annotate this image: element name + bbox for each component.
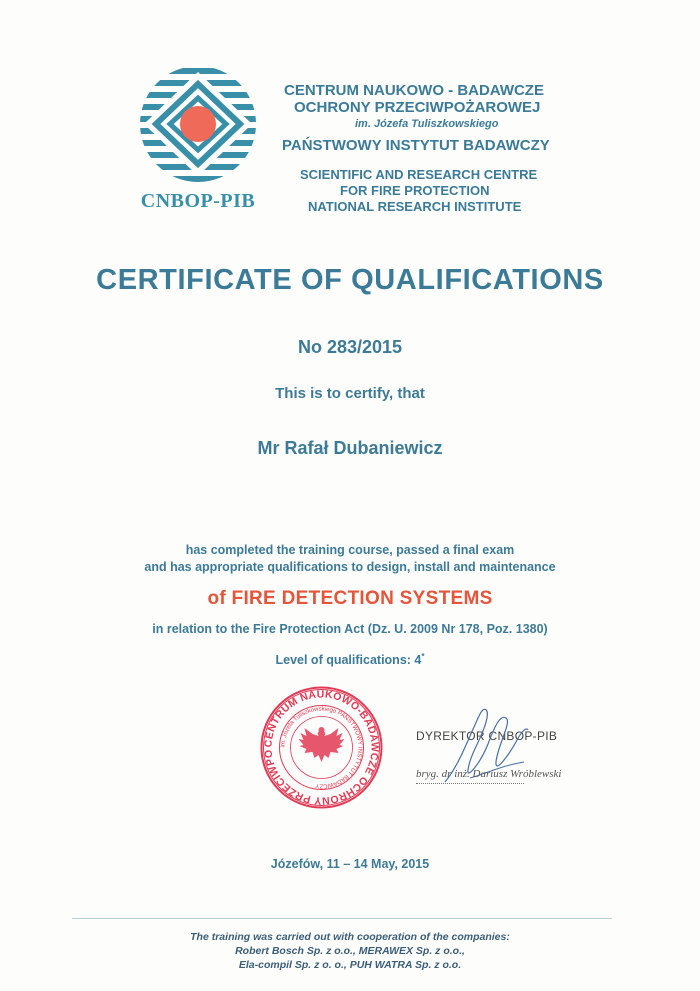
- footer-line-3: Ela-compil Sp. z o. o., PUH WATRA Sp. z o.o.: [238, 959, 462, 971]
- fire-protection-act: in relation to the Fire Protection Act (Dz. U. 2009 Nr 178, Poz. 1380): [152, 622, 548, 636]
- official-seal: [259, 685, 384, 810]
- recipient-name: Mr Rafał Dubaniewicz: [257, 438, 443, 458]
- signature-underline: [416, 783, 524, 784]
- svg-text:CENTRUM NAUKOWO-BADAWCZE OCHRO: CENTRUM NAUKOWO-BADAWCZE OCHRONY PRZECIWPO: [262, 688, 381, 807]
- certificate-title: CERTIFICATE OF QUALIFICATIONS: [96, 264, 604, 296]
- org-name-pl-1: CENTRUM NAUKOWO - BADAWCZE: [284, 82, 544, 99]
- body-line-2: and has appropriate qualifications to design, install and maintenance: [144, 560, 556, 574]
- logo-emblem-icon: [128, 66, 268, 184]
- body-line-1: has completed the training course, passed a final exam: [185, 543, 515, 557]
- seal-icon: [259, 685, 384, 810]
- org-name-en-2: FOR FIRE PROTECTION: [340, 183, 490, 198]
- qualification-subject: of FIRE DETECTION SYSTEMS: [207, 588, 493, 609]
- qualification-level-text: Level of qualifications: 4: [275, 653, 422, 668]
- place-date: Józefów, 11 – 14 May, 2015: [270, 857, 430, 871]
- org-name-en-3: NATIONAL RESEARCH INSTITUTE: [308, 199, 522, 214]
- svg-text:im. Józefa Tuliszkowskiego PAŃ: im. Józefa Tuliszkowskiego PAŃSTWOWY INSTYTUT BADAWCZY: [280, 706, 363, 789]
- org-name-en-1: SCIENTIFIC AND RESEARCH CENTRE: [300, 167, 538, 182]
- certify-intro: This is to certify, that: [275, 385, 425, 402]
- footer-line-1: The training was carried out with cooperation of the companies:: [190, 931, 510, 943]
- footer-line-2: Robert Bosch Sp. z o.o., MERAWEX Sp. z o.o.,: [235, 945, 465, 957]
- logo-text: CNBOP-PIB: [140, 190, 256, 212]
- org-patron: im. Józefa Tuliszkowskiego: [355, 118, 499, 130]
- org-name-pl-3: PAŃSTWOWY INSTYTUT BADAWCZY: [282, 137, 550, 154]
- qualification-level: [0, 652, 700, 667]
- org-name-pl-2: OCHRONY PRZECIWPOŻAROWEJ: [294, 99, 541, 116]
- qualification-level-mark: *: [421, 652, 425, 661]
- director-name: bryg. dr inż. Dariusz Wróblewski: [416, 768, 562, 780]
- footer-divider: [72, 918, 612, 919]
- cnbop-logo: [128, 66, 268, 216]
- certificate-number: No 283/2015: [297, 337, 403, 357]
- director-title: DYREKTOR CNBOP-PIB: [416, 729, 558, 743]
